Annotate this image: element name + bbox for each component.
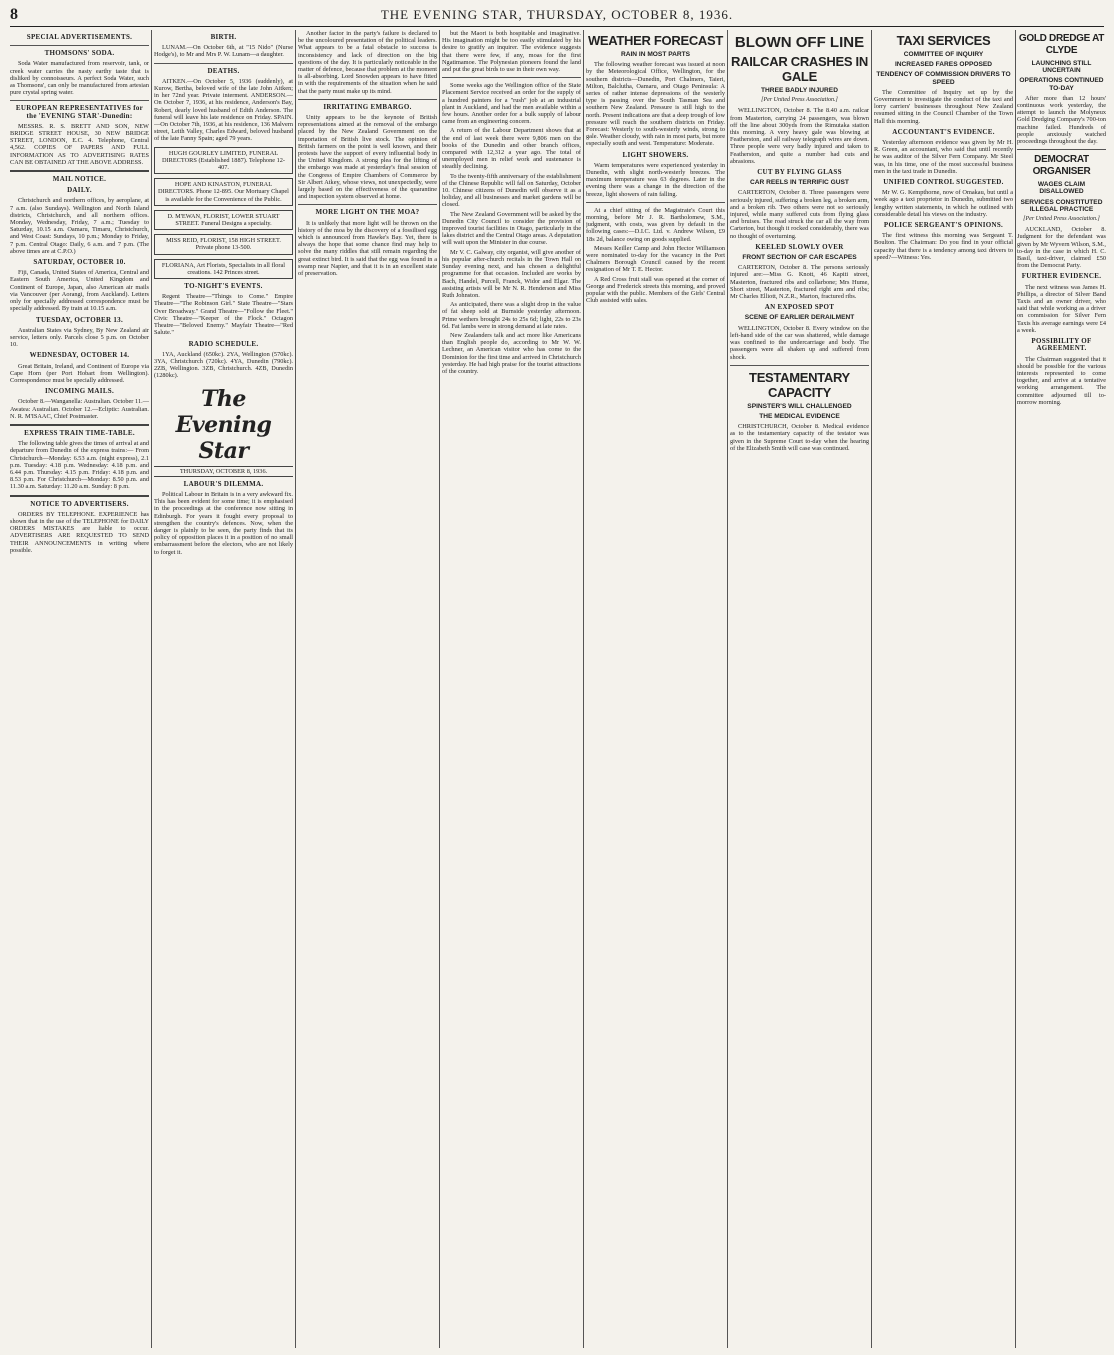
text-tue-oct-13: Australian States via Sydney, By New Zealand air service, letters only. Parcels close 5 p.m. on October 10.: [10, 326, 149, 349]
heading-gold-dredge: GOLD DREDGE AT CLYDE: [1018, 33, 1105, 56]
heading-train-timetable: EXPRESS TRAIN TIME-TABLE.: [24, 428, 135, 437]
heading-moa: MORE LIGHT ON THE MOA?: [315, 208, 420, 217]
subheading-car-reels: CAR REELS IN TERRIFIC GUST: [750, 179, 849, 187]
heading-daily: DAILY.: [67, 186, 92, 195]
heading-blown-off-line: BLOWN OFF LINE: [734, 34, 865, 51]
text-incoming-mails: October 8.—Wanganella: Australian. October 11.—Awatea: Australian. October 12.—Ecliptic: Australian. N. R. M'ISAAC, Chief Postmaster.: [10, 398, 149, 420]
subheading-illegal-practice: SERVICES CONSTITUTED ILLEGAL PRACTICE: [1020, 198, 1103, 213]
column-3: [298, 30, 437, 1348]
text-weather: The following weather forecast was issued at noon by the Meteorological Office, Wellington, for the southern districts—Dunedin, Port Chalmers, Taieri, Milton, Balclutha, Oamaru, and Otago Peninsula: A series of rather intense depressions of the westerly type is passing over the South Tasman Sea and southern New Zealand. Pressure is still high to the north. Present indications are that a deep trough of low pressure will reach the southern districts on Friday. Forecast: Westerly to south-westerly winds, strong to gale. Weather cloudy, with rain in most parts, but more especially south and west. Temperature: Moderate.: [586, 61, 725, 148]
ad-reid-florist: MISS REID, FLORIST, 158 HIGH STREET. Private phone 13-500.: [154, 234, 293, 254]
text-soda: Soda Water manufactured from reservoir, tank, or creek water carries the nasty earthy taste that is disliked by connoisseurs. A perfect Soda Water, such as Thomsons', can only be manufactured from artesian pure crystal spring water.: [10, 60, 149, 97]
heading-taxi-services: TAXI SERVICES: [896, 33, 991, 48]
text-possibility-agreement: The Chairman suggested that it should be possible for the various interests represented to come together, and arrive at a tentative working arrangement. The committee adjourned till to-morrow morning.: [1017, 355, 1106, 406]
heading-sat-oct-10: SATURDAY, OCTOBER 10.: [33, 258, 126, 267]
subheading-fares-opposed: INCREASED FARES OPPOSED: [894, 61, 993, 69]
subheading-front-section: FRONT SECTION OF CAR ESCAPES: [742, 254, 857, 262]
subheading-wages-claim: WAGES CLAIM DISALLOWED: [1037, 181, 1086, 196]
text-taxi-inquiry: The Committee of Inquiry set up by the Government to investigate the conduct of the taxi and lorry carriers' businesses throughout New Zealand resumed sitting in the Council Chamber of the Town Hall this morning.: [874, 88, 1013, 125]
text-railcar: WELLINGTON, October 8. The 8.40 a.m. railcar from Masterton, carrying 24 passengers, was blown off the line about 300yds from the Rimutaka station this morning. A very heavy gale was blowing at Featherston, and all railway telegraph wires are down. Three people were very badly injured and taken to Featherston, and quite a number had cuts and abrasions.: [730, 107, 869, 165]
agency-credit-2: [Per United Press Association.]: [1023, 216, 1100, 223]
text-unified-control: Mr W. G. Kempthorne, now of Omakau, but until a week ago a taxi proprietor in Dunedin, submitted two lengthy written statements, in which he outlined with considerable detail his views on the industry.: [874, 189, 1013, 218]
heading-birth: BIRTH.: [210, 33, 237, 41]
heading-police-sergeant: POLICE SERGEANT'S OPINIONS.: [883, 221, 1004, 230]
column-7: [874, 30, 1013, 1348]
text-placement-service: Some weeks ago the Wellington office of the State Placement Service received an order for the supply of a hundred painters for a "rush" job at an industrial plant in Auckland, and had the men available within a few hours. Another order for a bulk supply of labour came from an engineering concern.: [442, 82, 581, 126]
text-labour-continued: Another factor in the party's failure is declared to be the uncoloured presentation of the political leaders. What appears to be a fatal obstacle to success is inconsistency and lack of direction on the big questions of the day. It is particularly noticeable in the matter of defence, because that problem at the moment is all-absorbing. Lord Snowden appears to have fitted in with the requirements of the situation when he said that the party must make up its mind.: [298, 30, 437, 95]
heading-thomsons-soda: THOMSONS' SODA.: [44, 49, 115, 58]
text-red-cross: A Red Cross fruit stall was opened at the corner of George and Frederick streets this morning, and proved popular with the public. Members of the Girls' Central Club assisted with sales.: [586, 275, 725, 305]
text-accountant: Yesterday afternoon evidence was given by Mr H. R. Green, an accountant, who said that until recently he was auditor of the Silver Fern Company. Mr Steel was, in his time, one of the most successful business men in the taxi trade in Dunedin.: [874, 139, 1013, 175]
heading-cut-by-glass: CUT BY FLYING GLASS: [757, 168, 842, 177]
masthead: [10, 4, 1104, 27]
column-4: [442, 30, 581, 1348]
editorial-date: THURSDAY, OCTOBER 8, 1936.: [154, 466, 293, 477]
heading-exposed-spot: AN EXPOSED SPOT: [764, 303, 835, 312]
heading-testamentary: TESTAMENTARY CAPACITY: [749, 369, 850, 400]
heading-keeled-over: KEELED SLOWLY OVER: [755, 242, 844, 251]
heading-representatives: EUROPEAN REPRESENTATIVES for the 'EVENING STAR'-Dunedin:: [15, 104, 144, 120]
heading-accountant: ACCOUNTANT'S EVIDENCE.: [892, 127, 995, 136]
heading-tonights-events: TO-NIGHT'S EVENTS.: [184, 282, 263, 291]
ad-mewan-florist: D. M'EWAN, FLORIST, LOWER STUART STREET. Funeral Designs a specialty.: [154, 210, 293, 230]
heading-notice-advertisers: NOTICE TO ADVERTISERS.: [30, 499, 129, 508]
text-organ-recital: Mr V. C. Galway, city organist, will give another of his popular after-church recitals in the Town Hall on Sunday evening next, and has chosen a delightful programme for that occasion. Included are works by Bach, Handel, Purcell, Franck, Widor and Elgar. The assisting artists will be Mr N. R. Henderson and Miss Ruth Johnston.: [442, 248, 581, 299]
masthead-title: THE EVENING STAR, THURSDAY, OCTOBER 8, 1936.: [380, 7, 734, 22]
column-1: [10, 30, 149, 1348]
heading-democrat-organiser: DEMOCRAT ORGANISER: [1032, 154, 1091, 178]
subheading-tendency-speed: TENDENCY OF COMMISSION DRIVERS TO SPEED: [876, 71, 1011, 86]
column-5: [586, 30, 725, 1348]
text-labours-dilemma: Political Labour in Britain is in a very awkward fix. This has been evident for some time; it is emphasised in the proceedings at the conference now sitting in Edinburgh. For years it fought every proposal to strengthen the country's defences. Now, when the danger is plainly to be seen, the party finds that its policy of opposition places it in a position of no small embarrassment before the electors, who are not likely to forget it.: [154, 490, 293, 556]
text-port-chalmers: Messrs Keiller Camp and John Hector Williamson were nominated to-day for the vacancy in the Port Chalmers Borough Council caused by the recent resignation of Mr T. E. Hector.: [586, 244, 725, 274]
heading-tue-oct-13: TUESDAY, OCTOBER 13.: [35, 315, 124, 324]
text-deaths: AITKEN.—On October 5, 1936 (suddenly), at Kurow, Bertha, beloved wife of the late John Aitken; in her 72nd year. Private interment. ANDERSON.—On October 7, 1936, at his residence, Anderson's Bay, Robert, dearly loved husband of Edith Anderson. The funeral will leave his late residence on Friday. SPAIN.—On October 7th, 1936, at his residence, 136 Malvern street, Leith Valley, Charles Edward, beloved husband of the late Fanny Spain; aged 79 years.: [154, 77, 293, 143]
text-radio-schedule: 1YA, Auckland (650kc). 2YA, Wellington (570kc). 3YA, Christchurch (720kc). 4YA, Dunedin (790kc). 2ZB, Wellington. 3ZB, Christchurch. 4ZB, Dunedin (1280kc).: [154, 350, 293, 380]
text-sat-oct-10: Fiji, Canada, United States of America, Central and Eastern South America, United Kingdom and Continent of Europe, Japan, also American air mails via Vancouver (per Aorangi, from Auckland). Letters only for specially addressed correspondence must be specially addressed. By train at 10.15 a.m.: [10, 269, 149, 313]
text-testamentary: CHRISTCHURCH, October 8. Medical evidence as to the testamentary capacity of the testator was given in the Supreme Court to-day when the hearing of the Elizabeth Smith will case was continued.: [730, 423, 869, 452]
subheading-medical-evidence: THE MEDICAL EVIDENCE: [759, 412, 840, 420]
text-birth: LUNAM.—On October 6th, at "15 Nido" (Nurse Hodge's), to Mr and Mrs P. W. Lunam—a daughter.: [154, 44, 293, 59]
text-labour-return: A return of the Labour Department shows that at the end of last week there were 9,806 men on the books of the Dunedin and other branch offices, compared with 12,312 a year ago. The total of unemployed men in relief work and sustenance is steadily declining.: [442, 127, 581, 171]
subheading-launching: LAUNCHING STILL UNCERTAIN: [1031, 60, 1092, 75]
nameplate: The Evening Star: [175, 385, 272, 464]
heading-deaths: DEATHS.: [207, 66, 240, 75]
text-train-timetable: The following table gives the times of arrival at and departure from Dunedin of the express trains:— From Christchurch—Monday: 6.53 a.m. (night express), 2.1 p.m. Tuesday: 4.18 p.m. Wednesday: 4.18 p.m. and 6.44 p.m. Thursday: 4.15 p.m. Friday: 4.18 p.m. and 8.53 p.m. For Christchurch—Monday: 8.50 p.m. and 11.30 a.m. Saturday: 11.20 a.m. Sunday: 8 p.m.: [10, 440, 149, 491]
text-moa: It is unlikely that more light will be thrown on the history of the moa by the discovery of a fossilised egg which is announced from Hawke's Bay. Yet, there is always the hope that some chance find may help to solve the many riddles that still remain regarding the great extinct bird. It is said that the egg was found in a swamp near Napier, and that it is in an excellent state of preservation.: [298, 219, 437, 278]
page-number: 8: [10, 6, 18, 23]
column-2: [154, 30, 293, 1348]
subheading-spinster-will: SPINSTER'S WILL CHALLENGED: [747, 402, 852, 410]
text-notice-advertisers: ORDERS BY TELEPHONE. EXPERIENCE has shown that in the use of the TELEPHONE for DAILY ORDERS MISTAKES are liable to occur. ADVERTISERS ARE REQUESTED TO SEND THEIR ANNOUNCEMENTS in writing where possible.: [10, 510, 149, 554]
heading-wed-oct-14: WEDNESDAY, OCTOBER 14.: [29, 351, 130, 360]
text-moa-continued: but the Maori is both hospitable and imaginative. His imagination might be too easily stimulated by his desire to gratify an inquirer. The evidence suggests that there were few, if any, moas for the first Ngatimamoe. The Polynesian pioneers found the land and put the great birds to use in their own way.: [442, 30, 581, 74]
text-democrat: AUCKLAND, October 8. Judgment for the defendant was given by Mr Wyvern Wilson, S.M., to-day in the case in which H. C. Basil, taxi-driver, claimed £50 from the Democrat Party.: [1017, 226, 1106, 270]
ad-hope-kinaston: HOPE AND KINASTON, FUNERAL DIRECTORS. Phone 12-895. Our Mortuary Chapel is available for the Convenience of the Public.: [154, 178, 293, 206]
subheading-rain: RAIN IN MOST PARTS: [620, 51, 691, 58]
text-chinese-republic: To the twenty-fifth anniversary of the establishment of the Chinese Republic will fall on Saturday, October 10. Chinese citizens of Dunedin will observe it as a holiday, and all businesses and market gardens will be closed.: [442, 172, 581, 209]
text-tourist-facilities: The New Zealand Government will be asked by the Dunedin City Council to consider the provision of improved tourist facilities in Otago, particularly in the lakes district and the Central Otago areas. A deputation will wait upon the Minister in due course.: [442, 210, 581, 247]
text-cut-by-glass: CARTERTON, October 8. Three passengers were seriously injured, suffering a broken leg, a broken arm, and a broken rib. Two others were not so seriously injured, while many suffered cuts from flying glass and bruises. The road struck the car all the way from Carterton, but though it rocked considerably, there was no thought of overturning.: [730, 189, 869, 240]
subheading-earlier-derailment: SCENE OF EARLIER DERAILMENT: [744, 314, 855, 322]
text-american-visitor: New Zealanders talk and act more like Americans than English people do, according to Mr W. W. Lechner, an American visitor who has come to the Dominion for the first time and arrived in Christchurch yesterday. He had high praise for the tourist attractions of the country.: [442, 331, 581, 375]
text-exposed-spot: WELLINGTON, October 8. Every window on the left-hand side of the car was shattered, while damage was confined to the undercarriage and body. The passengers were all shaken up and suffered from shock.: [730, 324, 869, 361]
ad-floriana: FLORIANA, Art Florists, Specialists in all floral creations. 142 Princes street.: [154, 259, 293, 279]
text-irritating-embargo: Unity appears to be the keynote of British representations aimed at the removal of the embargo placed by the New Zealand Government on the importation of British live stock. The opinion of British farmers on the point is well known, and their protests have the support of every influential body in the United Kingdom. A strong plea for the lifting of the embargo was made at yesterday's final session of the Congress of Empire Chambers of Commerce by Sir Albert Atkey, whose views, not unexpectedly, were largely based on the effectiveness of the quarantine and inspection system observed at home.: [298, 114, 437, 201]
heading-unified-control: UNIFIED CONTROL SUGGESTED.: [883, 178, 1004, 187]
heading-incoming-mails: INCOMING MAILS.: [44, 387, 115, 396]
subheading-committee: COMMITTEE OF INQUIRY: [903, 51, 984, 58]
text-fat-sheep: As anticipated, there was a slight drop in the value of fat sheep sold at Burnside yesterday afternoon. Prime wethers brought 24s to 25s 6d; light, 22s to 23s 6d. Fat lambs were in strong demand at late rates.: [442, 301, 581, 330]
text-gold-dredge: After more than 12 hours' continuous work yesterday, the attempt to launch the Molyneux Gold Dredging Company's 700-ton machine failed. Hundreds of people anxiously watched proceedings throughout the day.: [1017, 94, 1106, 146]
heading-further-evidence: FURTHER EVIDENCE.: [1021, 272, 1102, 281]
text-further-evidence: The next witness was James H. Phillips, a director of Silver Band Taxis and an owner driver, who said that while working as a driver on commission for Silver Fern Taxis his average earnings were £4 a week.: [1017, 283, 1106, 334]
heading-special-ads: SPECIAL ADVERTISEMENTS.: [26, 33, 133, 41]
subheading-three-injured: THREE BADLY INJURED: [761, 87, 838, 94]
text-magistrates-court: At a chief sitting of the Magistrate's Court this morning, before Mr J. R. Bartholomew, S.M., judgment, with costs, was given by default in the following cases:—D.I.C. Ltd. v. Andrew Wilson, £9 18s 2d, balance owing on goods supplied.: [586, 206, 725, 243]
ad-gourley: HUGH GOURLEY LIMITED, FUNERAL DIRECTORS (Established 1887). Telephone 12-407.: [154, 147, 293, 175]
heading-irritating-embargo: IRRITATING EMBARGO.: [323, 102, 412, 111]
column-6: [730, 30, 869, 1348]
text-tonights-events: Regent Theatre—"Things to Come." Empire Theatre—"The Robinson Girl." State Theatre—"Stars Over Broadway." Grand Theatre—"Follow the Fleet." Civic Theatre—"Keeper of the Flock." Octagon Theatre—"Beloved Enemy." Mayfair Theatre—"Red Salute.": [154, 293, 293, 337]
heading-weather-forecast: WEATHER FORECAST: [587, 33, 724, 48]
agency-credit: [Per United Press Association.]: [761, 97, 838, 104]
heading-radio-schedule: RADIO SCHEDULE.: [188, 339, 259, 348]
text-daily-mail: Christchurch and northern offices, by aeroplane, at 7 a.m. (also Sundays). Wellington and North Island districts, Christchurch, and all northern offices. Monday, Wednesday, Friday, 7 a.m.; Tuesday to Saturday, 10.15 a.m. Oamaru, Timaru, Christchurch, and West Coast: Sundays, 10 p.m.; Monday to Friday, 7 p.m. Central Otago: Daily, 6 a.m. and 7 p.m. (The above times are at C.P.O.): [10, 197, 149, 255]
heading-labours-dilemma: LABOUR'S DILEMMA.: [183, 479, 264, 488]
text-light-showers: Warm temperatures were experienced yesterday in Dunedin, with slight north-westerly breezes. The maximum temperature was 63 degrees. Later in the evening there was a change in the direction of the breeze, light showers of rain falling.: [586, 161, 725, 198]
text-wed-oct-14: Great Britain, Ireland, and Continent of Europe via Cape Horn (per Port Hobart from Wellington). Correspondence must be specially addressed.: [10, 362, 149, 384]
heading-mail-notice: MAIL NOTICE.: [52, 175, 107, 184]
heading-possibility-agreement: POSSIBILITY OF AGREEMENT.: [1031, 337, 1092, 353]
subheading-operations: OPERATIONS CONTINUED TO-DAY: [1019, 77, 1104, 92]
text-keeled-over: CARTERTON, October 8. The persons seriously injured are:—Miss G. Knott, 46 Kapiti street, Masterton, fractured ribs and collarbone; Mrs Hume, Short street, Masterton, fractured right arm and ribs; Mr Charles Elliott, N.Z.R., Marton, fractured ribs.: [730, 264, 869, 301]
heading-light-showers: LIGHT SHOWERS.: [622, 150, 689, 159]
text-police-sergeant: The first witness this morning was Sergeant T. Boulton. The Chairman: Do you find in your official capacity that there is a tendency among taxi drivers to speed?—Witness: Yes.: [874, 232, 1013, 261]
heading-railcar-crashes: RAILCAR CRASHES IN GALE: [731, 54, 868, 84]
text-representatives: MESSRS. R. S. BRETT AND SON, NEW BRIDGE STREET HOUSE, 30 NEW BRIDGE STREET, LONDON, E.C. 4. Telephone, Central 4,562. COPIES OF PAPERS AND FULL INFORMATION AS TO ADVERTISING RATES CAN BE OBTAINED AT THE ABOVE ADDRESS.: [10, 122, 149, 166]
column-8: [1017, 30, 1106, 1348]
